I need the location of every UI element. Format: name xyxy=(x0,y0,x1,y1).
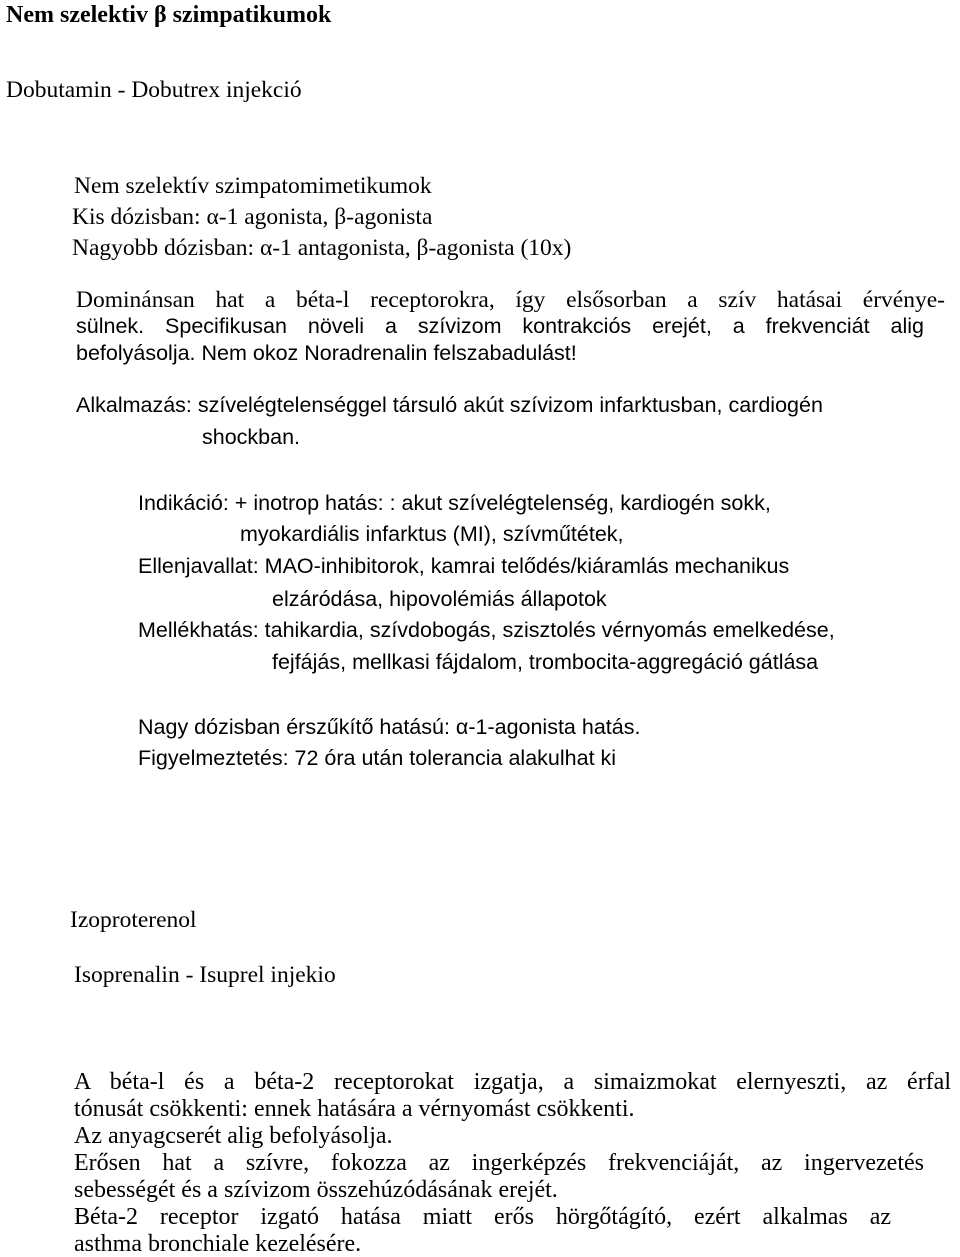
dobutamin-alkalmazas-line: shockban. xyxy=(202,425,301,449)
izoproterenol-desc-line: Béta-2 receptor izgató hatása miatt erős hörgőtágító, ezért alkalmas az xyxy=(74,1204,891,1230)
izoproterenol-desc-line: Erősen hat a szívre, fokozza az ingerképzés frekvenciáját, az ingervezetés xyxy=(74,1150,924,1176)
dobutamin-desc-line: befolyásolja. Nem okoz Noradrenalin felszabadulást! xyxy=(76,341,577,365)
dobutamin-nagy-dozis-line: Nagy dózisban érszűkítő hatású: α-1-agonista hatás. xyxy=(138,715,641,739)
izoproterenol-subheading: Isoprenalin - Isuprel injekio xyxy=(74,962,336,988)
izoproterenol-heading: Izoproterenol xyxy=(70,907,197,933)
dobutamin-ellenjavallat-line: Ellenjavallat: MAO-inhibitorok, kamrai telődés/kiáramlás mechanikus xyxy=(138,554,790,578)
dobutamin-figyelmeztetes-line: Figyelmeztetés: 72 óra után tolerancia alakulhat ki xyxy=(138,746,617,770)
dobutamin-mellekhatas-line: Mellékhatás: tahikardia, szívdobogás, szisztolés vérnyomás emelkedése, xyxy=(138,618,835,642)
izoproterenol-desc-line: tónusát csökkenti: ennek hatására a vérnyomást csökkenti. xyxy=(74,1096,635,1122)
dobutamin-desc-line: sülnek. Specifikusan növeli a szívizom kontrakciós erejét, a frekvenciát alig xyxy=(76,314,924,338)
dobutamin-desc-line: Dominánsan hat a béta-l receptorokra, így elsősorban a szív hatásai érvénye- xyxy=(76,287,945,313)
dobutamin-indikacio-line: Indikáció: + inotrop hatás: : akut szívelégtelenség, kardiogén sokk, xyxy=(138,491,771,515)
dobutamin-class-line: Nem szelektív szimpatomimetikumok xyxy=(74,173,432,199)
izoproterenol-desc-line: sebességét és a szívizom összehúzódásának erejét. xyxy=(74,1177,558,1203)
dobutamin-low-dose-line: Kis dózisban: α-1 agonista, β-agonista xyxy=(72,204,433,230)
dobutamin-heading: Dobutamin - Dobutrex injekció xyxy=(6,77,302,103)
izoproterenol-desc-line: asthma bronchiale kezelésére. xyxy=(74,1231,362,1257)
dobutamin-indikacio-line: myokardiális infarktus (MI), szívműtétek, xyxy=(240,522,624,546)
izoproterenol-desc-line: A béta-l és a béta-2 receptorokat izgatja, a simaizmokat elernyeszti, az érfal xyxy=(74,1069,951,1095)
dobutamin-mellekhatas-line: fejfájás, mellkasi fájdalom, trombocita-aggregáció gátlása xyxy=(272,650,819,674)
dobutamin-high-dose-line: Nagyobb dózisban: α-1 antagonista, β-agonista (10x) xyxy=(72,235,572,261)
dobutamin-ellenjavallat-line: elzáródása, hipovolémiás állapotok xyxy=(272,587,607,611)
page-title: Nem szelektiv β szimpatikumok xyxy=(6,2,332,28)
dobutamin-alkalmazas-line: Alkalmazás: szívelégtelenséggel társuló akút szívizom infarktusban, cardiogén xyxy=(76,393,823,417)
izoproterenol-desc-line: Az anyagcserét alig befolyásolja. xyxy=(74,1123,393,1149)
